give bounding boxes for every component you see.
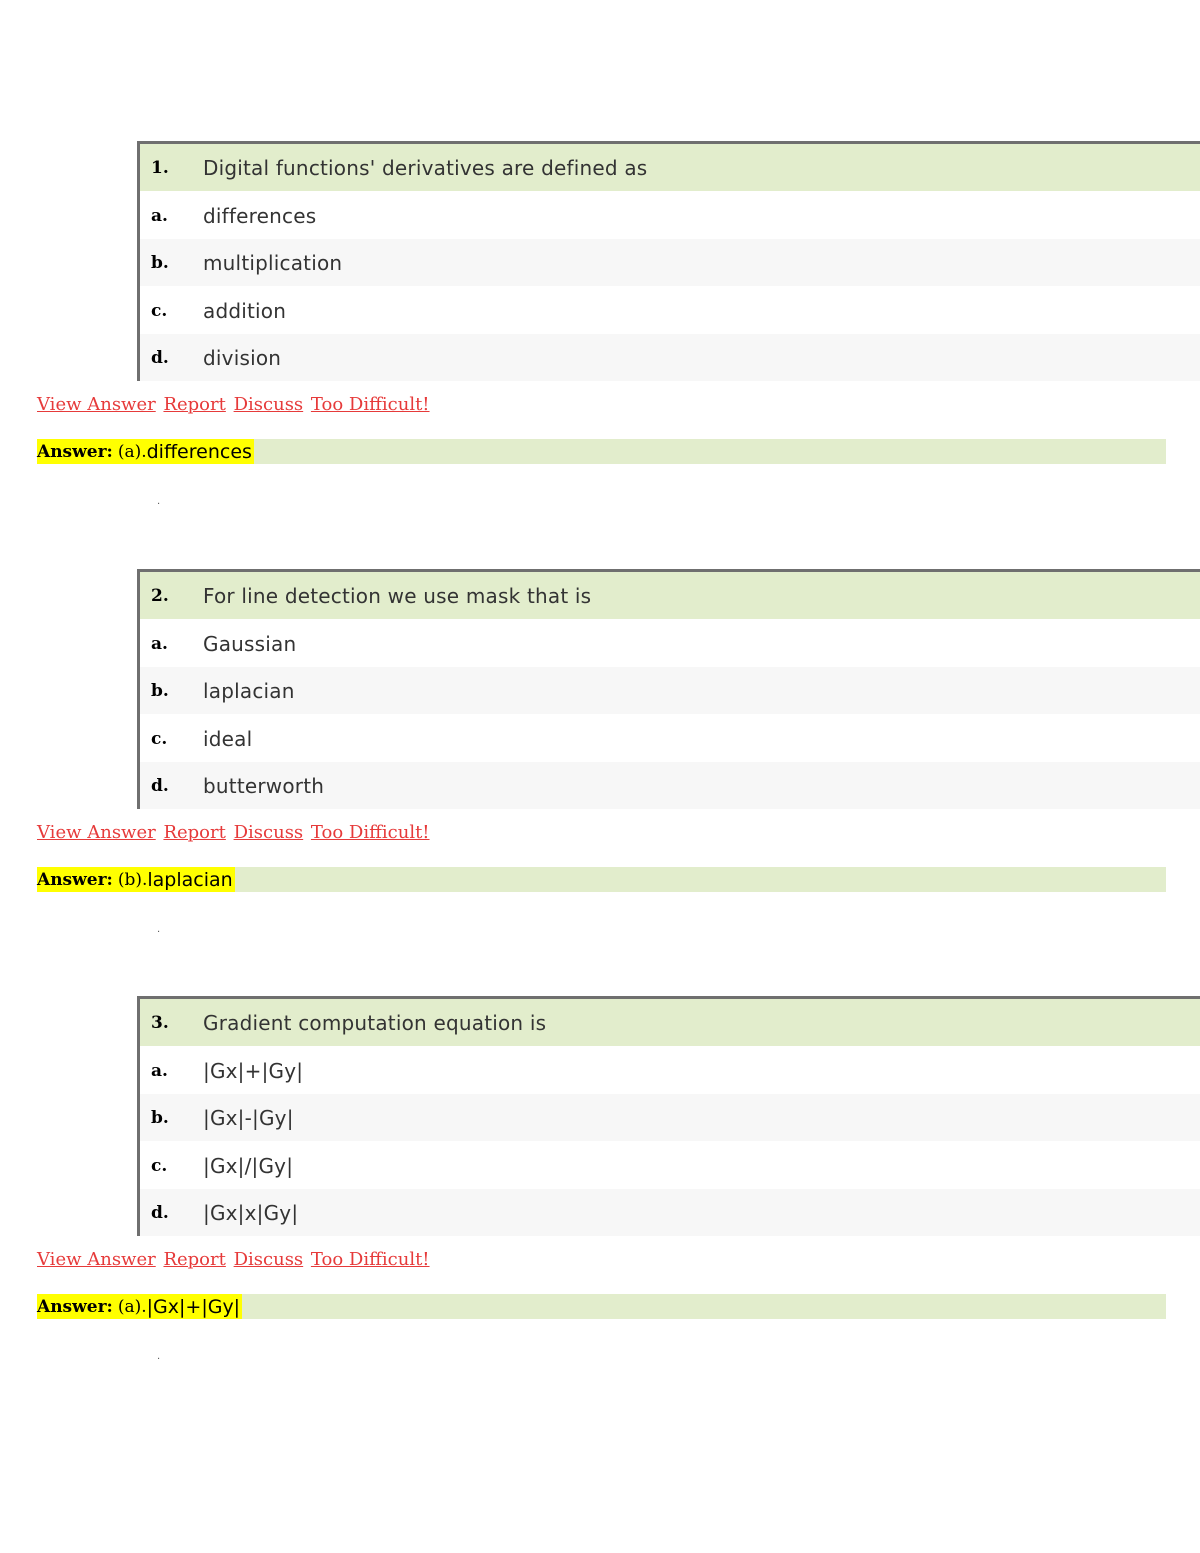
question-row <box>140 144 1200 191</box>
question-text: Gradient computation equation is <box>203 1010 547 1035</box>
question-number: 3. <box>151 1012 169 1033</box>
option-letter: c. <box>151 728 168 749</box>
answer-text: |Gx|+|Gy| <box>146 1295 241 1318</box>
separator-dot: . <box>157 1351 161 1362</box>
question-number: 1. <box>151 157 169 178</box>
option-row-b <box>140 667 1200 714</box>
option-text: |Gx|-|Gy| <box>203 1105 294 1130</box>
option-letter: d. <box>151 775 169 796</box>
option-text: multiplication <box>203 250 343 275</box>
option-row-d <box>140 1189 1200 1236</box>
answer-text: differences <box>146 440 252 463</box>
question-links <box>37 1249 432 1270</box>
answer-choice: (a). <box>117 1296 147 1317</box>
option-letter: d. <box>151 347 169 368</box>
option-text: butterworth <box>203 773 325 798</box>
option-text: |Gx|x|Gy| <box>203 1200 299 1225</box>
option-text: ideal <box>203 726 253 751</box>
option-letter: c. <box>151 300 168 321</box>
option-row-c <box>140 1142 1200 1189</box>
option-text: laplacian <box>203 678 295 703</box>
answer-choice: (b). <box>117 869 148 890</box>
answer-text: laplacian <box>147 868 233 891</box>
option-letter: d. <box>151 1202 169 1223</box>
answer-highlight <box>37 439 254 464</box>
view-answer-link[interactable]: View Answer <box>37 822 156 843</box>
separator-dot: . <box>157 924 161 935</box>
option-letter: b. <box>151 680 169 701</box>
answer-label: Answer: <box>37 869 113 890</box>
option-row-a <box>140 620 1200 667</box>
answer-bar <box>37 1294 1166 1319</box>
view-answer-link[interactable]: View Answer <box>37 1249 156 1270</box>
question-links <box>37 822 432 843</box>
question-table <box>137 141 1200 381</box>
separator-dot: . <box>157 496 161 507</box>
question-text: For line detection we use mask that is <box>203 583 592 608</box>
answer-highlight <box>37 867 235 892</box>
option-row-c <box>140 287 1200 334</box>
discuss-link[interactable]: Discuss <box>233 1249 304 1270</box>
option-row-b <box>140 1094 1200 1141</box>
option-text: |Gx|/|Gy| <box>203 1153 294 1178</box>
option-letter: a. <box>151 1060 168 1081</box>
question-links <box>37 394 432 415</box>
question-text: Digital functions' derivatives are defined as <box>203 155 648 180</box>
option-text: division <box>203 345 282 370</box>
discuss-link[interactable]: Discuss <box>233 394 304 415</box>
option-text: |Gx|+|Gy| <box>203 1058 304 1083</box>
answer-bar <box>37 439 1166 464</box>
report-link[interactable]: Report <box>163 822 226 843</box>
option-row-a <box>140 1047 1200 1094</box>
question-row <box>140 572 1200 619</box>
option-text: Gaussian <box>203 631 297 656</box>
option-letter: a. <box>151 633 168 654</box>
question-number: 2. <box>151 585 169 606</box>
too-difficult-link[interactable]: Too Difficult! <box>310 822 430 843</box>
option-text: addition <box>203 298 287 323</box>
option-text: differences <box>203 203 317 228</box>
option-letter: c. <box>151 1155 168 1176</box>
option-row-d <box>140 762 1200 809</box>
question-table <box>137 996 1200 1236</box>
view-answer-link[interactable]: View Answer <box>37 394 156 415</box>
report-link[interactable]: Report <box>163 1249 226 1270</box>
answer-bar <box>37 867 1166 892</box>
question-table <box>137 569 1200 809</box>
option-letter: a. <box>151 205 168 226</box>
report-link[interactable]: Report <box>163 394 226 415</box>
answer-label: Answer: <box>37 1296 113 1317</box>
answer-choice: (a). <box>117 441 147 462</box>
question-row <box>140 999 1200 1046</box>
option-row-a <box>140 192 1200 239</box>
discuss-link[interactable]: Discuss <box>233 822 304 843</box>
option-row-b <box>140 239 1200 286</box>
option-row-d <box>140 334 1200 381</box>
option-letter: b. <box>151 1107 169 1128</box>
option-row-c <box>140 715 1200 762</box>
too-difficult-link[interactable]: Too Difficult! <box>310 1249 430 1270</box>
too-difficult-link[interactable]: Too Difficult! <box>310 394 430 415</box>
option-letter: b. <box>151 252 169 273</box>
answer-label: Answer: <box>37 441 113 462</box>
answer-highlight <box>37 1294 242 1319</box>
